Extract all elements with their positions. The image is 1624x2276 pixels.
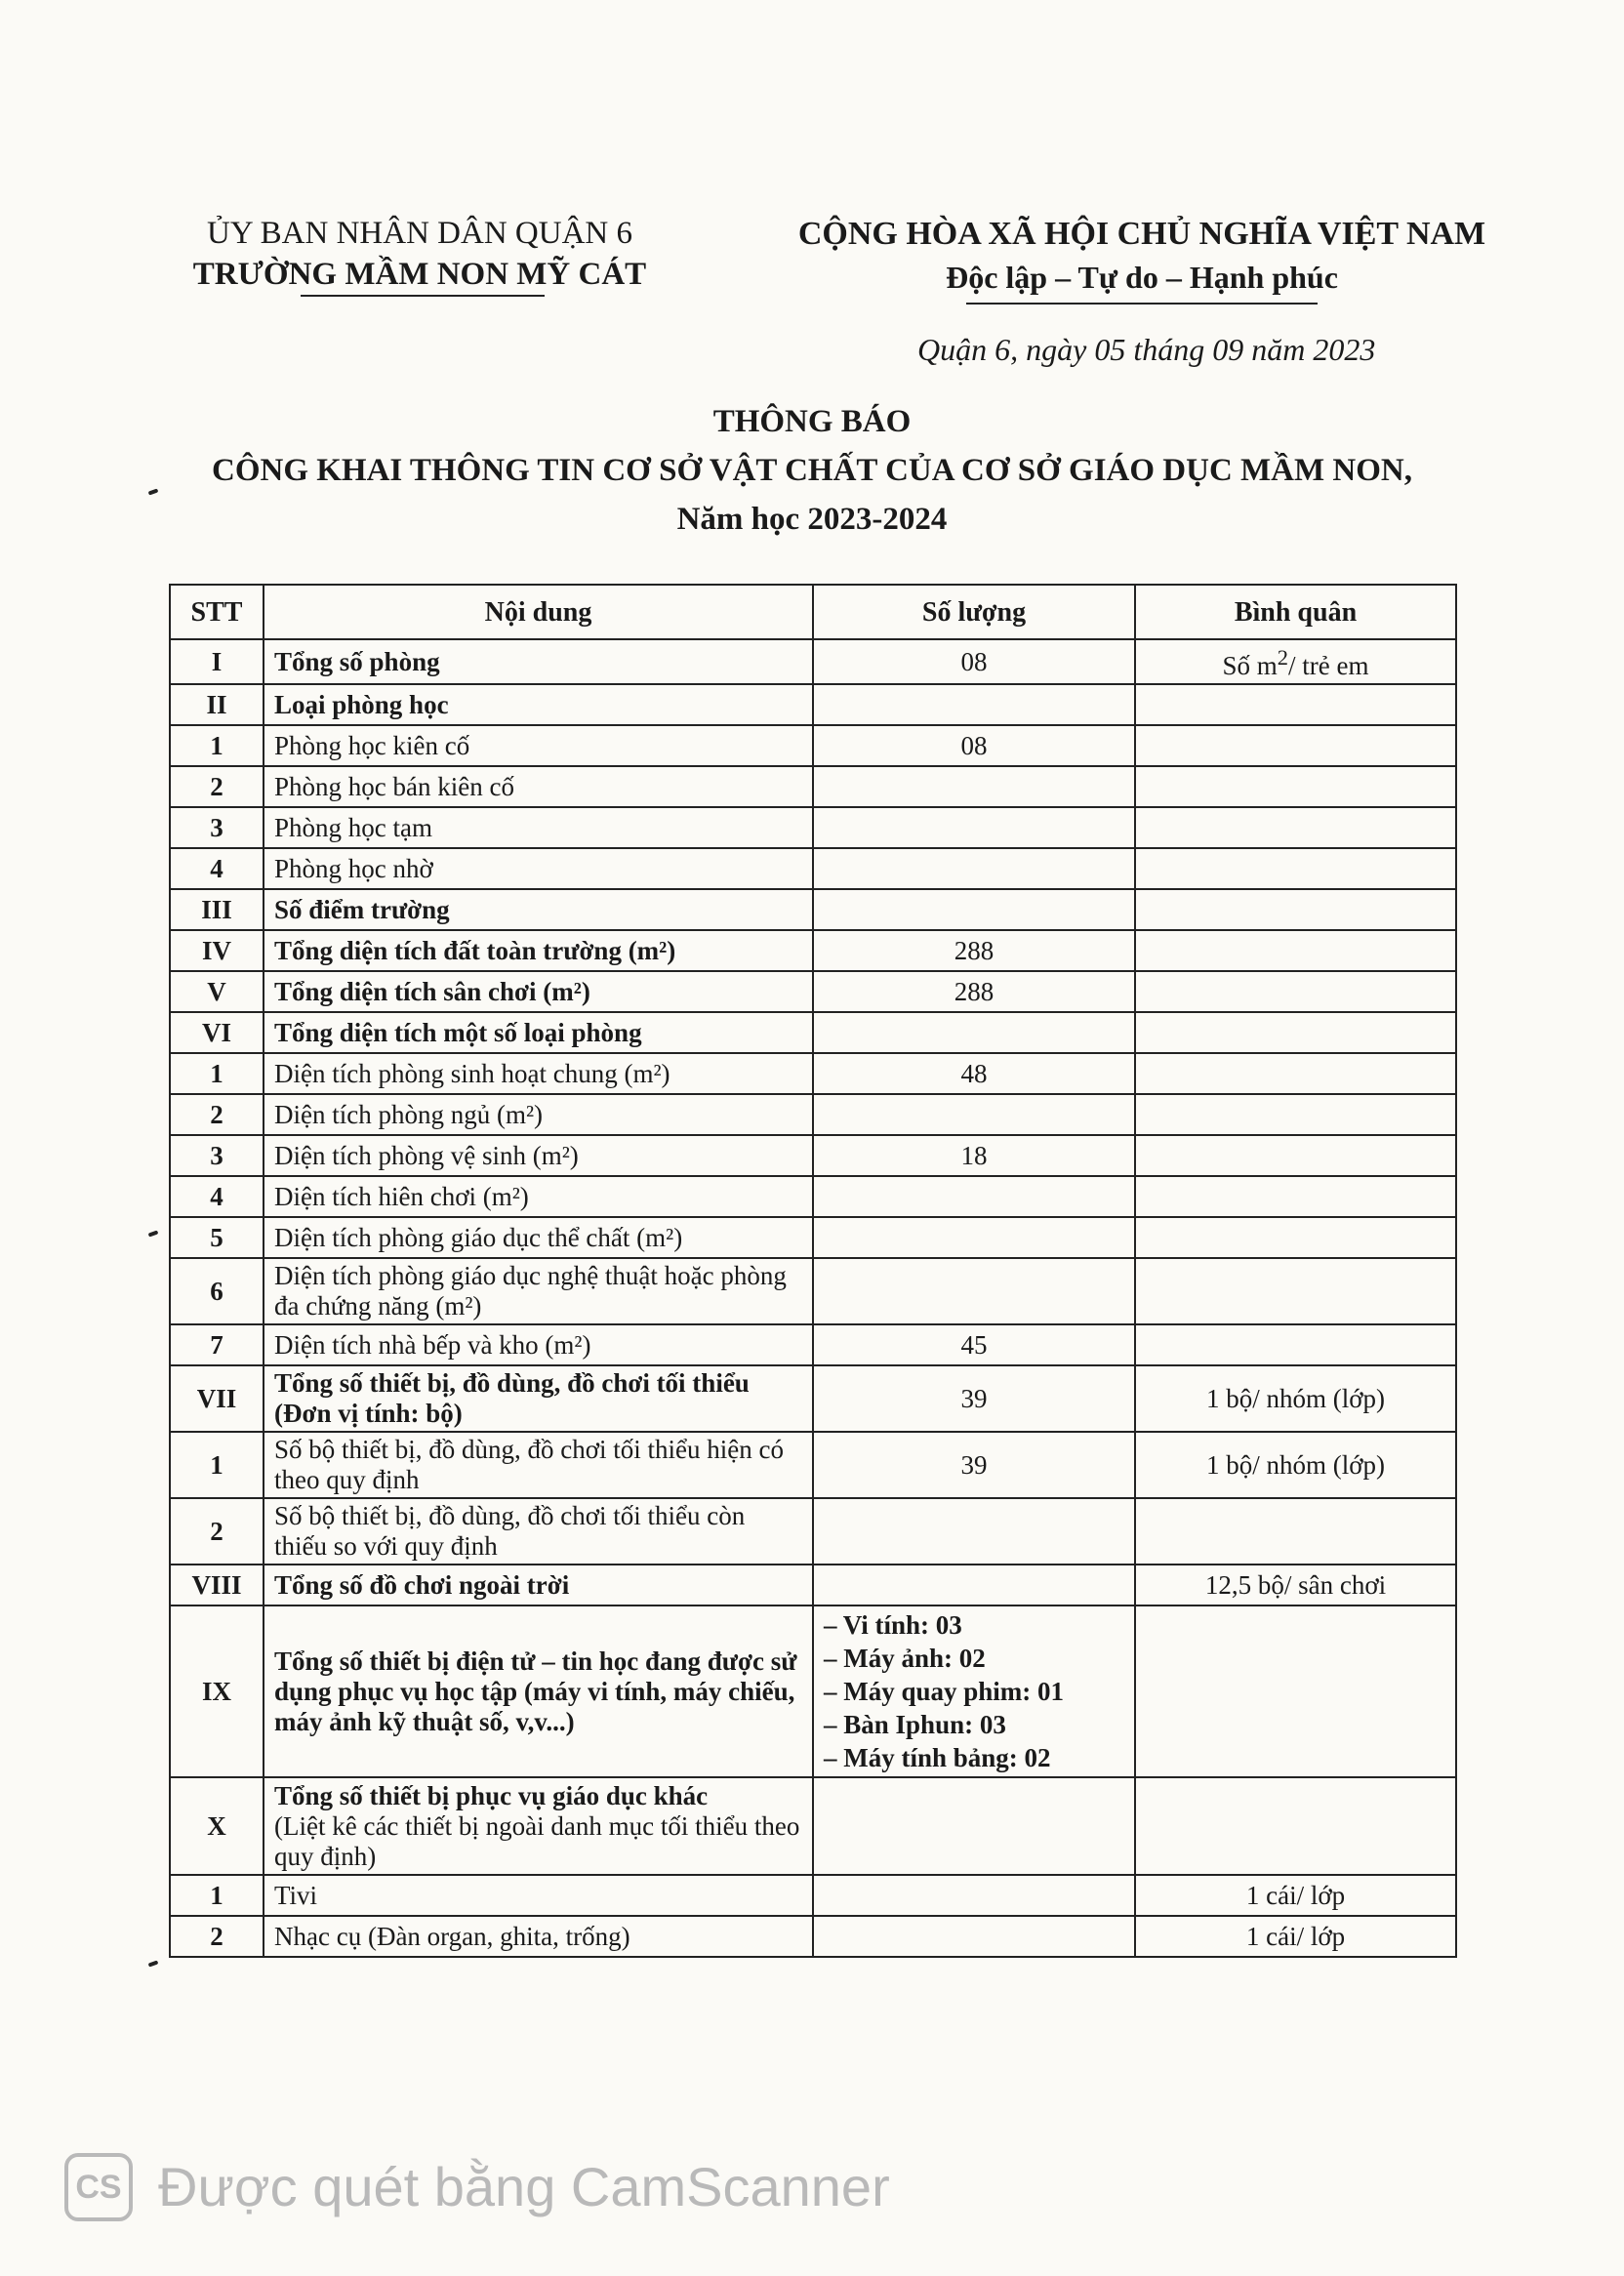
row-stt: II — [170, 684, 264, 725]
scan-mark — [148, 488, 159, 495]
row-content: Phòng học kiên cố — [264, 725, 813, 766]
row-quantity — [813, 848, 1135, 889]
row-content: Diện tích hiên chơi (m²) — [264, 1176, 813, 1217]
school-name: TRƯỜNG MẦM NON MỸ CÁT — [192, 257, 647, 292]
row-content: Tivi — [264, 1875, 813, 1916]
row-stt: 3 — [170, 807, 264, 848]
row-quantity — [813, 1777, 1135, 1875]
table-row — [170, 1605, 1456, 1777]
table-row — [170, 1176, 1456, 1217]
row-stt: 2 — [170, 1498, 264, 1565]
row-quantity — [813, 807, 1135, 848]
row-average: 12,5 bộ/ sân chơi — [1135, 1565, 1456, 1605]
row-content: Tổng diện tích sân chơi (m²) — [264, 971, 813, 1012]
table-row — [170, 1094, 1456, 1135]
row-content-main: Tổng số thiết bị phục vụ giáo dục khác — [274, 1780, 709, 1810]
device-list — [813, 1605, 1135, 1777]
row-quantity: 08 — [813, 639, 1135, 684]
table-row — [170, 1777, 1456, 1875]
row-quantity — [813, 1875, 1135, 1916]
row-average — [1135, 684, 1456, 725]
table-row — [170, 1875, 1456, 1916]
row-content: Diện tích phòng vệ sinh (m²) — [264, 1135, 813, 1176]
row-average — [1135, 848, 1456, 889]
row-stt: 4 — [170, 1176, 264, 1217]
table-row — [170, 1432, 1456, 1498]
school-year: Năm học 2023-2024 — [676, 502, 948, 537]
row-quantity: 39 — [813, 1432, 1135, 1498]
row-content: Nhạc cụ (Đàn organ, ghita, trống) — [264, 1916, 813, 1957]
row-average — [1135, 1053, 1456, 1094]
document-subtitle: CÔNG KHAI THÔNG TIN CƠ SỞ VẬT CHẤT CỦA CƠ SỞ GIÁO DỤC MẦM NON, — [211, 453, 1412, 488]
row-content: Diện tích phòng ngủ (m²) — [264, 1094, 813, 1135]
table-row — [170, 1258, 1456, 1324]
row-quantity — [813, 1176, 1135, 1217]
row-average — [1135, 1176, 1456, 1217]
scan-mark — [148, 1960, 159, 1967]
row-content: Diện tích nhà bếp và kho (m²) — [264, 1324, 813, 1365]
row-average — [1135, 1777, 1456, 1875]
row-content: Diện tích phòng giáo dục nghệ thuật hoặc phòng đa chứng năng (m²) — [264, 1258, 813, 1324]
table-row — [170, 1565, 1456, 1605]
row-stt: 2 — [170, 1916, 264, 1957]
national-header — [781, 213, 1503, 299]
table-row — [170, 930, 1456, 971]
row-stt: IV — [170, 930, 264, 971]
table-row — [170, 1053, 1456, 1094]
header-underline — [301, 295, 545, 297]
row-stt: 5 — [170, 1217, 264, 1258]
row-content: Số bộ thiết bị, đồ dùng, đồ chơi tối thiểu hiện có theo quy định — [264, 1432, 813, 1498]
row-quantity: 45 — [813, 1324, 1135, 1365]
device-item: – Bàn Iphun: 03 — [824, 1710, 1006, 1739]
row-stt: 1 — [170, 725, 264, 766]
row-average — [1135, 725, 1456, 766]
row-average — [1135, 1498, 1456, 1565]
row-average: Số $m^2/$ trẻ em — [1135, 639, 1456, 684]
row-quantity — [813, 766, 1135, 807]
table-row — [170, 725, 1456, 766]
row-quantity: 288 — [813, 971, 1135, 1012]
table-row — [170, 848, 1456, 889]
table-row — [170, 684, 1456, 725]
row-quantity — [813, 1498, 1135, 1565]
device-item: – Máy tính bảng: 02 — [824, 1743, 1051, 1772]
col-header-quantity: Số lượng — [813, 585, 1135, 639]
row-content: Diện tích phòng sinh hoạt chung (m²) — [264, 1053, 813, 1094]
row-content-note: (Liệt kê các thiết bị ngoài danh mục tối thiểu theo quy định) — [274, 1810, 800, 1871]
row-content: Phòng học tạm — [264, 807, 813, 848]
row-stt: 2 — [170, 766, 264, 807]
table-row — [170, 1365, 1456, 1432]
row-average — [1135, 1094, 1456, 1135]
table-row — [170, 1324, 1456, 1365]
row-content: Số điểm trường — [264, 889, 813, 930]
row-content: Tổng số thiết bị, đồ dùng, đồ chơi tối thiểu (Đơn vị tính: bộ) — [264, 1365, 813, 1432]
row-content: Số bộ thiết bị, đồ dùng, đồ chơi tối thiểu còn thiếu so với quy định — [264, 1498, 813, 1565]
agency-name: ỦY BAN NHÂN DÂN QUẬN 6 — [206, 216, 632, 251]
table-row — [170, 889, 1456, 930]
row-quantity: 18 — [813, 1135, 1135, 1176]
row-average — [1135, 766, 1456, 807]
col-header-content: Nội dung — [264, 585, 813, 639]
national-title: CỘNG HÒA XÃ HỘI CHỦ NGHĨA VIỆT NAM — [797, 216, 1486, 252]
row-stt: V — [170, 971, 264, 1012]
row-stt: VII — [170, 1365, 264, 1432]
row-content: Phòng học bán kiên cố — [264, 766, 813, 807]
col-header-average: Bình quân — [1135, 585, 1456, 639]
table-row — [170, 1012, 1456, 1053]
scan-mark — [148, 1230, 159, 1237]
row-quantity — [813, 889, 1135, 930]
document-title: THÔNG BÁO — [712, 404, 912, 439]
row-quantity — [813, 1217, 1135, 1258]
row-stt: 3 — [170, 1135, 264, 1176]
row-stt: 4 — [170, 848, 264, 889]
row-content: Tổng số thiết bị điện tử – tin học đang được sử dụng phục vụ học tập (máy vi tính, máy chiếu, máy ảnh kỹ thuật số, v,v...) — [264, 1605, 813, 1777]
row-stt: 1 — [170, 1432, 264, 1498]
table-row — [170, 807, 1456, 848]
row-stt: X — [170, 1777, 264, 1875]
table-row — [170, 1217, 1456, 1258]
row-average: 1 cái/ lớp — [1135, 1875, 1456, 1916]
row-quantity — [813, 1258, 1135, 1324]
row-stt: III — [170, 889, 264, 930]
motto-underline — [966, 303, 1318, 305]
row-average — [1135, 1324, 1456, 1365]
table-row — [170, 639, 1456, 684]
row-stt: 1 — [170, 1875, 264, 1916]
row-stt: VIII — [170, 1565, 264, 1605]
row-content: Loại phòng học — [264, 684, 813, 725]
row-quantity — [813, 1916, 1135, 1957]
row-average — [1135, 807, 1456, 848]
row-quantity — [813, 1012, 1135, 1053]
row-average — [1135, 930, 1456, 971]
table-header-row — [170, 585, 1456, 639]
device-item: – Máy quay phim: 01 — [824, 1677, 1065, 1706]
row-quantity: 48 — [813, 1053, 1135, 1094]
row-quantity: 39 — [813, 1365, 1135, 1432]
row-average — [1135, 1135, 1456, 1176]
row-average: 1 bộ/ nhóm (lớp) — [1135, 1365, 1456, 1432]
camscanner-watermark: Được quét bằng CamScanner — [158, 2156, 890, 2217]
table-row — [170, 1916, 1456, 1957]
row-content: Tổng diện tích đất toàn trường (m²) — [264, 930, 813, 971]
row-average — [1135, 889, 1456, 930]
row-stt: VI — [170, 1012, 264, 1053]
device-item: – Máy ảnh: 02 — [824, 1644, 986, 1673]
row-stt: IX — [170, 1605, 264, 1777]
table-row — [170, 766, 1456, 807]
row-average: 1 bộ/ nhóm (lớp) — [1135, 1432, 1456, 1498]
row-average — [1135, 971, 1456, 1012]
camscanner-logo: CS — [64, 2153, 133, 2221]
table-row — [170, 971, 1456, 1012]
row-content: Diện tích phòng giáo dục thể chất (m²) — [264, 1217, 813, 1258]
row-stt: I — [170, 639, 264, 684]
row-average — [1135, 1012, 1456, 1053]
row-average — [1135, 1258, 1456, 1324]
row-content: Phòng học nhờ — [264, 848, 813, 889]
row-content: Tổng diện tích một số loại phòng — [264, 1012, 813, 1053]
row-average: 1 cái/ lớp — [1135, 1916, 1456, 1957]
national-motto: Độc lập – Tự do – Hạnh phúc — [946, 260, 1338, 295]
table-row — [170, 1135, 1456, 1176]
row-quantity: 08 — [813, 725, 1135, 766]
row-quantity — [813, 1565, 1135, 1605]
row-quantity: 288 — [813, 930, 1135, 971]
row-stt: 6 — [170, 1258, 264, 1324]
row-content: Tổng số phòng — [264, 639, 813, 684]
row-average — [1135, 1217, 1456, 1258]
row-content — [264, 1777, 813, 1875]
col-header-stt: STT — [170, 585, 264, 639]
agency-header — [166, 213, 673, 295]
row-quantity — [813, 1094, 1135, 1135]
row-stt: 7 — [170, 1324, 264, 1365]
table-row — [170, 1498, 1456, 1565]
row-content: Tổng số đồ chơi ngoài trời — [264, 1565, 813, 1605]
document-date: Quận 6, ngày 05 tháng 09 năm 2023 — [917, 332, 1376, 367]
row-stt: 1 — [170, 1053, 264, 1094]
facilities-table — [169, 584, 1457, 1958]
device-item: – Vi tính: 03 — [824, 1610, 962, 1640]
row-average — [1135, 1605, 1456, 1777]
row-quantity — [813, 684, 1135, 725]
row-stt: 2 — [170, 1094, 264, 1135]
